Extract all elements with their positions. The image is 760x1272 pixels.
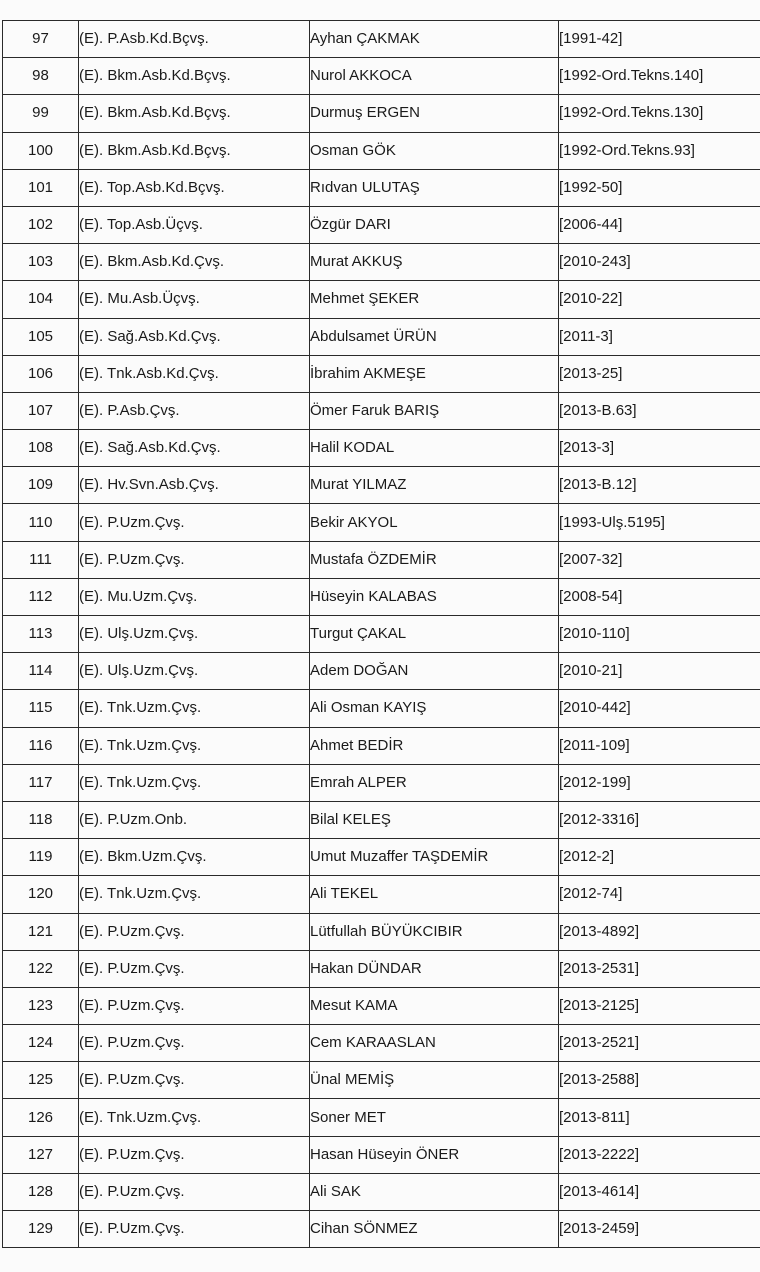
rank-cell: (E). P.Uzm.Çvş. (79, 504, 310, 541)
row-number-cell: 122 (3, 950, 79, 987)
person-name-cell: Osman GÖK (310, 132, 559, 169)
person-name-cell: Murat AKKUŞ (310, 244, 559, 281)
table-row (3, 467, 760, 504)
rank-cell: (E). Mu.Uzm.Çvş. (79, 578, 310, 615)
reference-cell: [2013-2222] (559, 1136, 760, 1173)
rank-cell: (E). Bkm.Asb.Kd.Bçvş. (79, 132, 310, 169)
row-number-cell: 112 (3, 578, 79, 615)
row-number-cell: 110 (3, 504, 79, 541)
table-row (3, 95, 760, 132)
person-name-cell: Bilal KELEŞ (310, 801, 559, 838)
row-number-cell: 114 (3, 653, 79, 690)
table-row (3, 1025, 760, 1062)
person-name-cell: Ayhan ÇAKMAK (310, 21, 559, 58)
table-row (3, 987, 760, 1024)
reference-cell: [2012-3316] (559, 801, 760, 838)
rank-cell: (E). P.Uzm.Çvş. (79, 1211, 310, 1248)
table-row (3, 1099, 760, 1136)
person-name-cell: Ünal MEMİŞ (310, 1062, 559, 1099)
row-number-cell: 108 (3, 430, 79, 467)
row-number-cell: 116 (3, 727, 79, 764)
rank-cell: (E). P.Uzm.Çvş. (79, 1025, 310, 1062)
reference-cell: [2010-110] (559, 616, 760, 653)
reference-cell: [2006-44] (559, 206, 760, 243)
row-number-cell: 124 (3, 1025, 79, 1062)
person-name-cell: Halil KODAL (310, 430, 559, 467)
person-name-cell: Hasan Hüseyin ÖNER (310, 1136, 559, 1173)
reference-cell: [2011-3] (559, 318, 760, 355)
reference-cell: [2010-21] (559, 653, 760, 690)
table-row (3, 727, 760, 764)
row-number-cell: 123 (3, 987, 79, 1024)
reference-cell: [1992-Ord.Tekns.140] (559, 58, 760, 95)
reference-cell: [2013-3] (559, 430, 760, 467)
row-number-cell: 99 (3, 95, 79, 132)
row-number-cell: 120 (3, 876, 79, 913)
personnel-table (2, 20, 760, 1248)
rank-cell: (E). Hv.Svn.Asb.Çvş. (79, 467, 310, 504)
table-row (3, 1136, 760, 1173)
person-name-cell: Cihan SÖNMEZ (310, 1211, 559, 1248)
row-number-cell: 128 (3, 1173, 79, 1210)
table-row (3, 169, 760, 206)
rank-cell: (E). Bkm.Asb.Kd.Çvş. (79, 244, 310, 281)
reference-cell: [2010-243] (559, 244, 760, 281)
table-row (3, 132, 760, 169)
row-number-cell: 98 (3, 58, 79, 95)
reference-cell: [2011-109] (559, 727, 760, 764)
rank-cell: (E). Top.Asb.Kd.Bçvş. (79, 169, 310, 206)
reference-cell: [2013-2125] (559, 987, 760, 1024)
rank-cell: (E). Top.Asb.Üçvş. (79, 206, 310, 243)
rank-cell: (E). P.Uzm.Çvş. (79, 541, 310, 578)
person-name-cell: Soner MET (310, 1099, 559, 1136)
rank-cell: (E). Bkm.Asb.Kd.Bçvş. (79, 58, 310, 95)
reference-cell: [2013-25] (559, 355, 760, 392)
person-name-cell: Ahmet BEDİR (310, 727, 559, 764)
rank-cell: (E). P.Uzm.Çvş. (79, 1136, 310, 1173)
reference-cell: [2013-B.12] (559, 467, 760, 504)
person-name-cell: Bekir AKYOL (310, 504, 559, 541)
table-row (3, 206, 760, 243)
row-number-cell: 97 (3, 21, 79, 58)
table-row (3, 1062, 760, 1099)
rank-cell: (E). P.Uzm.Çvş. (79, 1173, 310, 1210)
person-name-cell: Nurol AKKOCA (310, 58, 559, 95)
person-name-cell: Mustafa ÖZDEMİR (310, 541, 559, 578)
reference-cell: [2008-54] (559, 578, 760, 615)
person-name-cell: Mesut KAMA (310, 987, 559, 1024)
person-name-cell: Hakan DÜNDAR (310, 950, 559, 987)
reference-cell: [2013-2531] (559, 950, 760, 987)
person-name-cell: Ali SAK (310, 1173, 559, 1210)
rank-cell: (E). Tnk.Uzm.Çvş. (79, 1099, 310, 1136)
row-number-cell: 125 (3, 1062, 79, 1099)
table-row (3, 950, 760, 987)
reference-cell: [2013-2521] (559, 1025, 760, 1062)
rank-cell: (E). Ulş.Uzm.Çvş. (79, 653, 310, 690)
row-number-cell: 100 (3, 132, 79, 169)
row-number-cell: 105 (3, 318, 79, 355)
rank-cell: (E). P.Uzm.Çvş. (79, 987, 310, 1024)
row-number-cell: 106 (3, 355, 79, 392)
reference-cell: [2013-2459] (559, 1211, 760, 1248)
person-name-cell: Abdulsamet ÜRÜN (310, 318, 559, 355)
reference-cell: [1992-50] (559, 169, 760, 206)
person-name-cell: Lütfullah BÜYÜKCIBIR (310, 913, 559, 950)
table-row (3, 430, 760, 467)
row-number-cell: 127 (3, 1136, 79, 1173)
reference-cell: [2012-199] (559, 764, 760, 801)
row-number-cell: 115 (3, 690, 79, 727)
reference-cell: [2013-811] (559, 1099, 760, 1136)
person-name-cell: İbrahim AKMEŞE (310, 355, 559, 392)
row-number-cell: 103 (3, 244, 79, 281)
rank-cell: (E). Tnk.Uzm.Çvş. (79, 727, 310, 764)
reference-cell: [1993-Ulş.5195] (559, 504, 760, 541)
person-name-cell: Emrah ALPER (310, 764, 559, 801)
person-name-cell: Ali Osman KAYIŞ (310, 690, 559, 727)
table-row (3, 355, 760, 392)
rank-cell: (E). P.Asb.Kd.Bçvş. (79, 21, 310, 58)
reference-cell: [1991-42] (559, 21, 760, 58)
row-number-cell: 113 (3, 616, 79, 653)
table-row (3, 690, 760, 727)
row-number-cell: 109 (3, 467, 79, 504)
person-name-cell: Mehmet ŞEKER (310, 281, 559, 318)
person-name-cell: Murat YILMAZ (310, 467, 559, 504)
rank-cell: (E). Tnk.Uzm.Çvş. (79, 764, 310, 801)
table-row (3, 21, 760, 58)
person-name-cell: Rıdvan ULUTAŞ (310, 169, 559, 206)
row-number-cell: 111 (3, 541, 79, 578)
reference-cell: [2012-74] (559, 876, 760, 913)
row-number-cell: 104 (3, 281, 79, 318)
rank-cell: (E). P.Uzm.Çvş. (79, 913, 310, 950)
reference-cell: [2013-4614] (559, 1173, 760, 1210)
rank-cell: (E). Tnk.Uzm.Çvş. (79, 690, 310, 727)
table-row (3, 839, 760, 876)
table-row (3, 244, 760, 281)
reference-cell: [1992-Ord.Tekns.93] (559, 132, 760, 169)
person-name-cell: Hüseyin KALABAS (310, 578, 559, 615)
rank-cell: (E). Bkm.Uzm.Çvş. (79, 839, 310, 876)
rank-cell: (E). P.Asb.Çvş. (79, 392, 310, 429)
table-row (3, 653, 760, 690)
table-row (3, 318, 760, 355)
person-name-cell: Turgut ÇAKAL (310, 616, 559, 653)
person-name-cell: Ali TEKEL (310, 876, 559, 913)
person-name-cell: Durmuş ERGEN (310, 95, 559, 132)
row-number-cell: 129 (3, 1211, 79, 1248)
rank-cell: (E). Bkm.Asb.Kd.Bçvş. (79, 95, 310, 132)
table-row (3, 578, 760, 615)
table-row (3, 801, 760, 838)
row-number-cell: 107 (3, 392, 79, 429)
reference-cell: [1992-Ord.Tekns.130] (559, 95, 760, 132)
reference-cell: [2012-2] (559, 839, 760, 876)
rank-cell: (E). Mu.Asb.Üçvş. (79, 281, 310, 318)
row-number-cell: 126 (3, 1099, 79, 1136)
rank-cell: (E). Tnk.Asb.Kd.Çvş. (79, 355, 310, 392)
row-number-cell: 117 (3, 764, 79, 801)
reference-cell: [2010-22] (559, 281, 760, 318)
table-row (3, 764, 760, 801)
reference-cell: [2013-B.63] (559, 392, 760, 429)
reference-cell: [2013-4892] (559, 913, 760, 950)
personnel-table-body (3, 21, 760, 1248)
reference-cell: [2007-32] (559, 541, 760, 578)
rank-cell: (E). Sağ.Asb.Kd.Çvş. (79, 430, 310, 467)
reference-cell: [2013-2588] (559, 1062, 760, 1099)
row-number-cell: 119 (3, 839, 79, 876)
person-name-cell: Özgür DARI (310, 206, 559, 243)
table-row (3, 281, 760, 318)
table-row (3, 913, 760, 950)
rank-cell: (E). P.Uzm.Çvş. (79, 950, 310, 987)
table-row (3, 58, 760, 95)
table-row (3, 616, 760, 653)
table-row (3, 541, 760, 578)
rank-cell: (E). Ulş.Uzm.Çvş. (79, 616, 310, 653)
person-name-cell: Adem DOĞAN (310, 653, 559, 690)
rank-cell: (E). P.Uzm.Çvş. (79, 1062, 310, 1099)
row-number-cell: 118 (3, 801, 79, 838)
person-name-cell: Ömer Faruk BARIŞ (310, 392, 559, 429)
row-number-cell: 102 (3, 206, 79, 243)
rank-cell: (E). P.Uzm.Onb. (79, 801, 310, 838)
rank-cell: (E). Sağ.Asb.Kd.Çvş. (79, 318, 310, 355)
table-row (3, 876, 760, 913)
table-row (3, 392, 760, 429)
rank-cell: (E). Tnk.Uzm.Çvş. (79, 876, 310, 913)
row-number-cell: 101 (3, 169, 79, 206)
reference-cell: [2010-442] (559, 690, 760, 727)
row-number-cell: 121 (3, 913, 79, 950)
table-row (3, 1173, 760, 1210)
person-name-cell: Umut Muzaffer TAŞDEMİR (310, 839, 559, 876)
table-row (3, 1211, 760, 1248)
table-row (3, 504, 760, 541)
person-name-cell: Cem KARAASLAN (310, 1025, 559, 1062)
